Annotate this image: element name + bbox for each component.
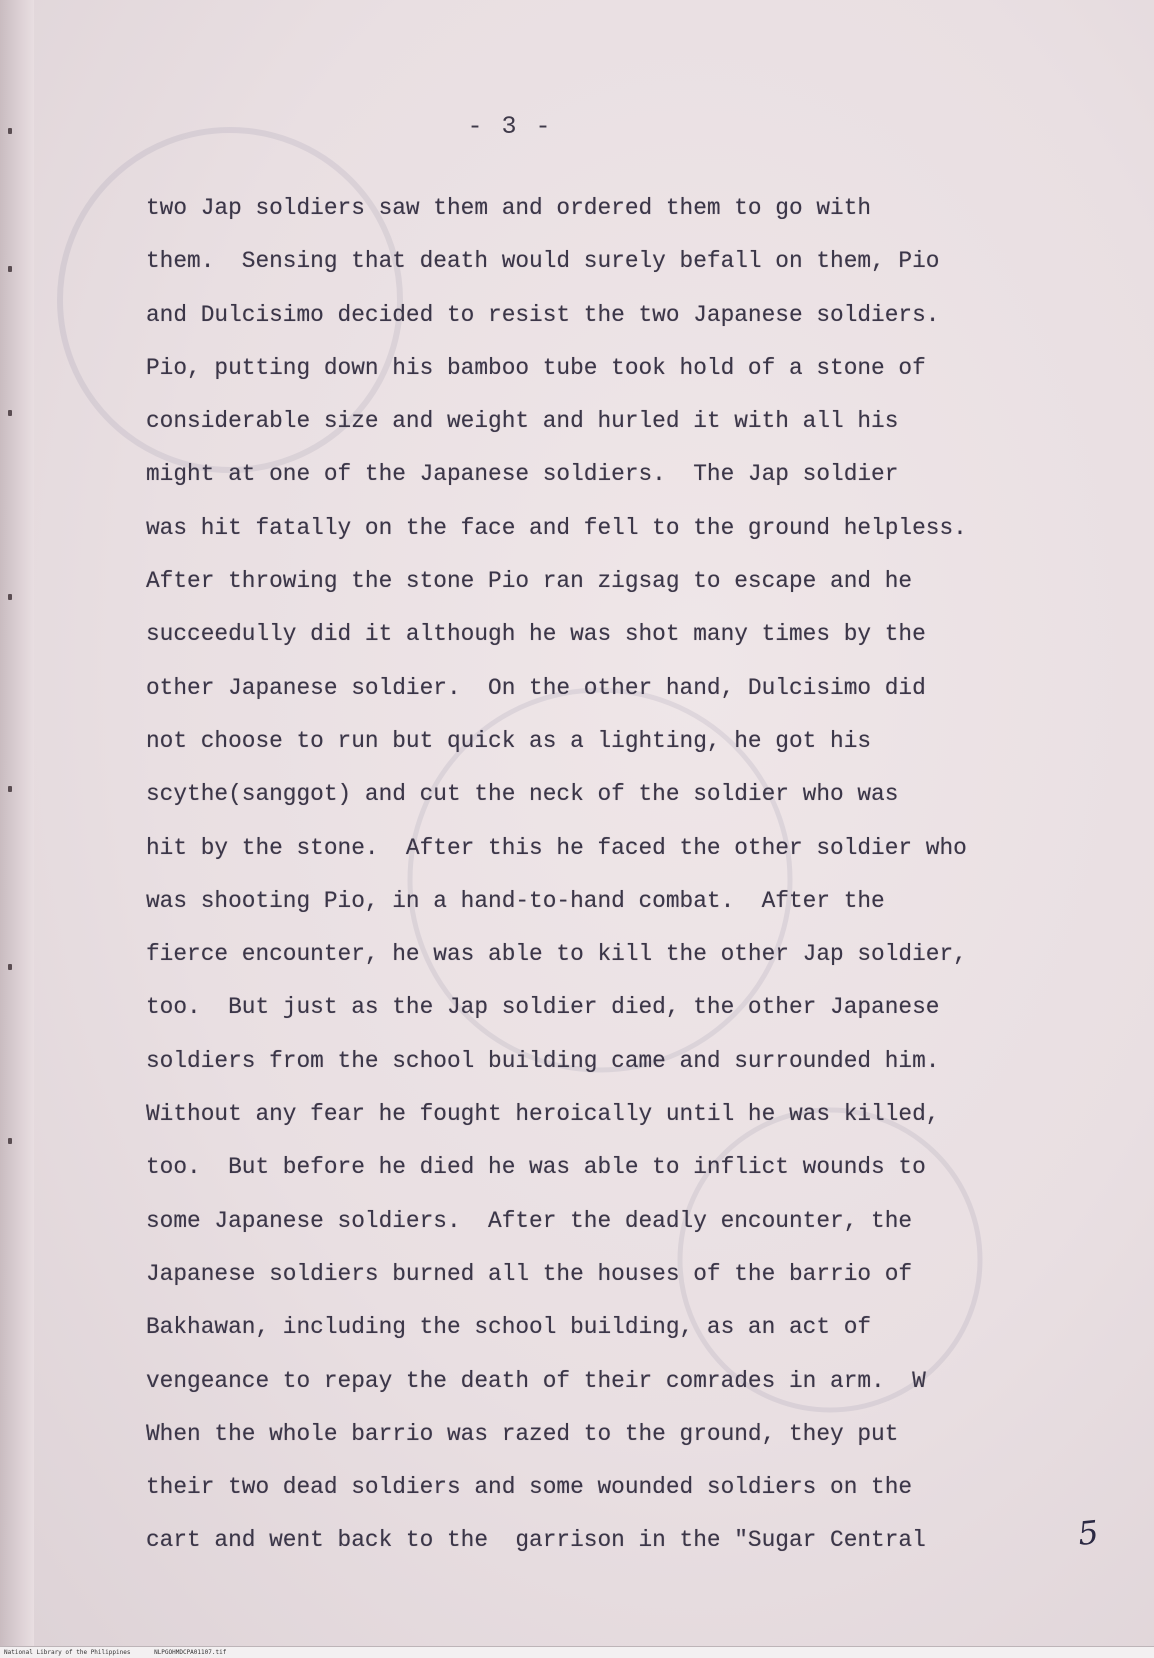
text-line: hit by the stone. After this he faced the other soldier who bbox=[146, 834, 967, 861]
footer-file: NLPGOHMDCPA01107.tif bbox=[154, 1649, 227, 1656]
text-line: succeedully did it although he was shot many times by the bbox=[146, 621, 926, 648]
text-line: When the whole barrio was razed to the ground, they put bbox=[146, 1420, 899, 1447]
text-line: might at one of the Japanese soldiers. The Jap soldier bbox=[146, 461, 899, 488]
text-line: soldiers from the school building came and surrounded him. bbox=[146, 1047, 940, 1074]
text-line: scythe(sanggot) and cut the neck of the soldier who was bbox=[146, 781, 899, 808]
text-line: fierce encounter, he was able to kill the other Jap soldier, bbox=[146, 941, 967, 968]
handwritten-page-mark: 5 bbox=[1076, 1513, 1101, 1553]
scan-footer bbox=[0, 1646, 1154, 1658]
text-line: Without any fear he fought heroically until he was killed, bbox=[146, 1101, 940, 1128]
text-line: some Japanese soldiers. After the deadly encounter, the bbox=[146, 1207, 913, 1234]
page-number: - 3 - bbox=[467, 112, 553, 141]
text-line: too. But just as the Jap soldier died, the other Japanese bbox=[146, 994, 940, 1021]
text-line: was hit fatally on the face and fell to the ground helpless. bbox=[146, 514, 967, 541]
text-line: too. But before he died he was able to inflict wounds to bbox=[146, 1154, 926, 1181]
text-line: cart and went back to the garrison in the "Sugar Central bbox=[146, 1527, 926, 1554]
footer-library: National Library of the Philippines bbox=[4, 1649, 131, 1656]
text-line: vengeance to repay the death of their comrades in arm. W bbox=[146, 1367, 926, 1394]
text-line: Japanese soldiers burned all the houses of the barrio of bbox=[146, 1260, 913, 1287]
text-line: Pio, putting down his bamboo tube took hold of a stone of bbox=[146, 354, 926, 381]
text-line: them. Sensing that death would surely befall on them, Pio bbox=[146, 248, 940, 275]
text-line: was shooting Pio, in a hand-to-hand combat. After the bbox=[146, 887, 885, 914]
text-line: not choose to run but quick as a lighting, he got his bbox=[146, 727, 872, 754]
text-line: their two dead soldiers and some wounded soldiers on the bbox=[146, 1474, 913, 1501]
text-line: Bakhawan, including the school building, as an act of bbox=[146, 1314, 872, 1341]
text-line: and Dulcisimo decided to resist the two Japanese soldiers. bbox=[146, 301, 940, 328]
typed-body-text bbox=[146, 182, 1086, 1568]
text-line: After throwing the stone Pio ran zigsag to escape and he bbox=[146, 568, 913, 595]
text-line: two Jap soldiers saw them and ordered them to go with bbox=[146, 195, 872, 221]
text-line: other Japanese soldier. On the other hand, Dulcisimo did bbox=[146, 674, 926, 701]
text-line: considerable size and weight and hurled it with all his bbox=[146, 408, 899, 435]
